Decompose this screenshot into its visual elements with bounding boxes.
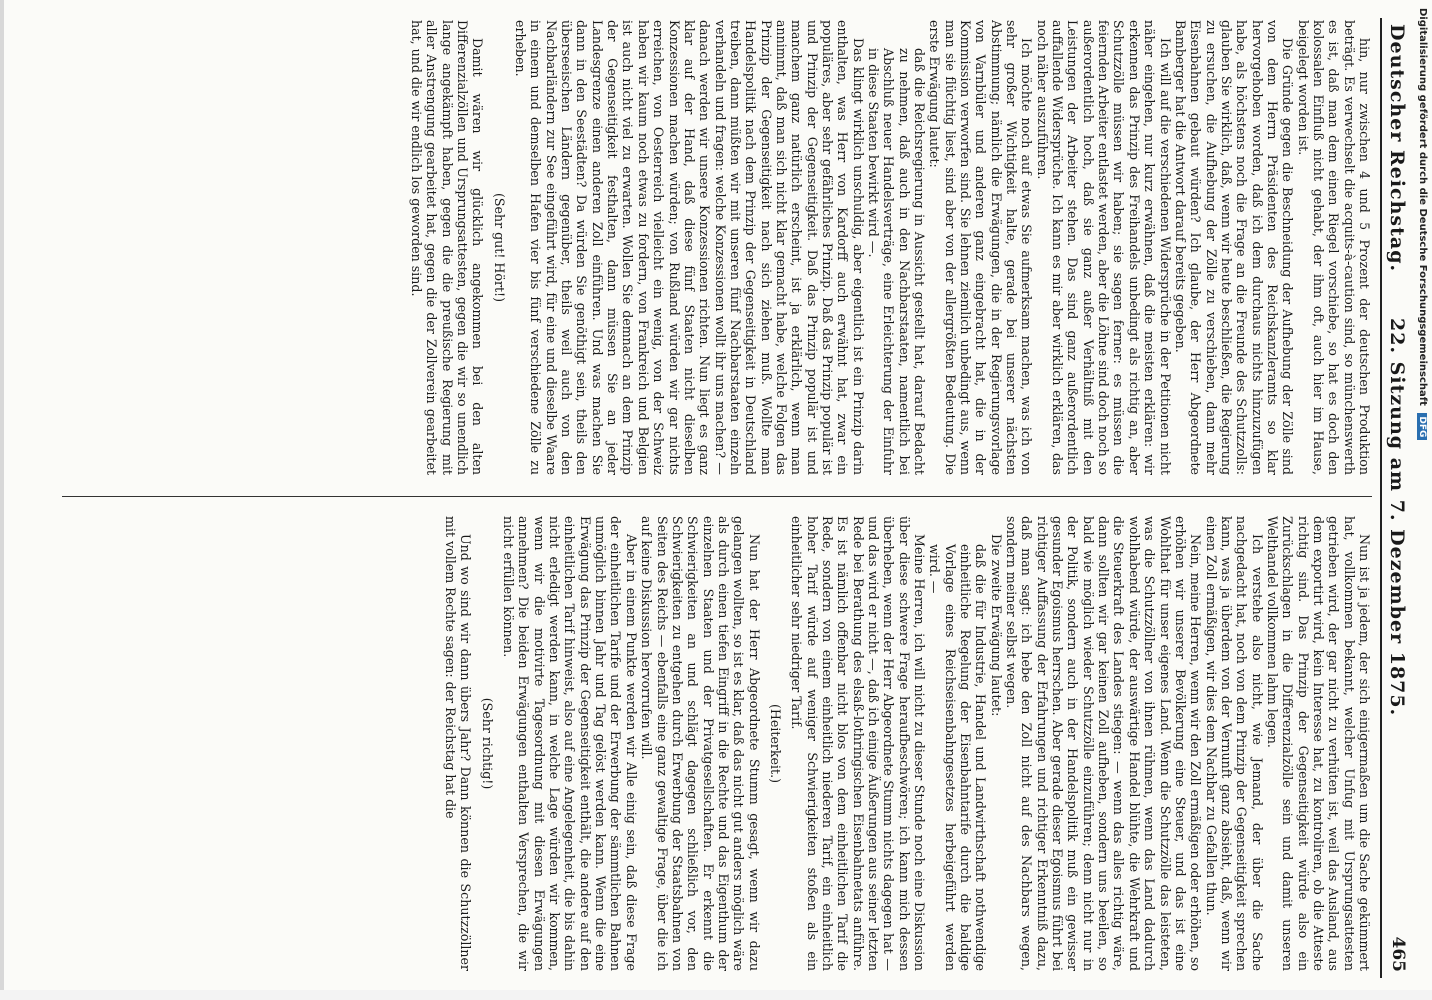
interjection-text: (Sehr richtig!) [479, 697, 495, 790]
paragraph: Nun ist ja jedem, der sich einigermaßen um die Sache gekümmert hat, vollkommen bekannt, welcher Unfug mit Ursprungsattesten getrieben wird, der gar nicht zu verhüten ist, weil das Ausland, aus dem exportirt wird, kein Interesse hat, zu kontroliren, ob die Atteste richtig sind. Das Prinzip der Gegenseitigkeit würde also ein Zurückschlagen in die Differenzialzölle sein und damit unseren Welthandel vollkommen lahm legen. [1264, 516, 1372, 971]
paragraph: Ich verstehe also nicht, wie Jemand, der über die Sache nachgedacht hat, noch von dem Prinzip der Gegenseitigkeit sprechen kann, was ja überdem von der Vernunft ganz absieht, daß, wenn wir einen Zoll ermäßigen, wir dies dem Nachbar zu Gefallen thun. [1203, 516, 1265, 971]
paragraph: Meine Herren, ich will nicht zu dieser Stunde noch eine Diskussion über diese schwere Frage heraufbeschwören; ich kann mich dessen überheben, wenn der Herr Abgeordnete Stumm nichts dagegen hat — und das wird er nicht —, daß ich einige Äußerungen aus seiner letzten Rede bei Berathung des elsaß-lothringischen Eisenbahnetats anführe. Es ist nämlich offenbar nicht blos von dem einheitlichen Tarif die Rede, sondern von einem einheitlich niederen Tarif, ein einheitlich hoher Tarif würde auf weniger Schwierigkeiten stoßen als ein einheitlicher sehr niedriger Tarif. [789, 516, 928, 971]
paragraph: Aber in einem Punkte werden wir Alle einig sein, daß diese Frage der einheitlichen Tarife und der Erwerbung der sämmtlichen Bahnen unmöglich binnen Jahr und Tag gelöst werden kann. Wenn die eine Erwägung das Prinzip der Gegenseitigkeit enthält, die andere auf den einheitlichen Tarif hinweist, also auf eine Angelegenheit, die bis dahin nicht erledigt werden kann, in welche Lage würden wir kommen, wenn wir die motivirte Tagesordnung mit diesen Erwägungen annehmen? Die beiden Erwägungen enthalten Versprechen, die wir nicht erfüllen können. [501, 516, 639, 971]
digitization-credit [1410, 8, 1430, 988]
paragraph: Nun hat der Herr Abgeordnete Stumm gesagt, wenn wir dazu gelangen wollten, so ist es klar, daß das nicht gut anders möglich wäre als durch einen tiefen Eingriff in die Rechte und das Eigenthum der einzelnen Staaten und der Privatgesellschaften. Er erkennt die Schwierigkeiten an und schlägt dagegen schließlich vor, den Schwierigkeiten zu entgehen durch Erwerbung der Staatsbahnen von Seiten des Reichs — ebenfalls eine ganz gewaltige Frage, über die ich auf keine Diskussion hervorrufen will. [639, 516, 762, 971]
paragraph: Die zweite Erwägung lautet: [988, 534, 1004, 717]
paragraph: Die Gründe gegen die Beschneidung der Aufhebung der Zölle sind von dem Herrn Präsidenten des Reichskanzleramts so klar hervorgehoben worden, daß ich dem durchaus nichts hinzuzufügen habe, als höchstens noch die Frage an die Freunde des Schutzzolls: glauben Sie wirklich, daß, wenn wir heute beschließen, die Regierung zu ersuchen, die Aufhebung der Zölle zu verschieben, dann mehr Eisenbahnen gebaut würden? Ich glaube, der Herr Abgeordnete Bamberger hat die Antwort darauf bereits gegeben. [1172, 20, 1296, 475]
paragraph: Nein, meine Herren, wenn wir den Zoll ermäßigen oder erhöhen, so erhöhen wir unserer Bevölkerung eine Steuer, und das ist eine Wohlthat für unser eigenes Land. Wenn die Schutzzölle das leisteten, was die Schutzzöllner von ihnen rühmen, wenn das Land dadurch wohlhabend würde, der auswärtige Handel blühte, die Wehrkraft und die Steuerkraft des Landes stiegen: — wenn das alles richtig wäre, dann sollten wir gar keinen Zoll aufheben, sondern uns beeilen, so bald wie möglich wieder Schutzzölle einzuführen; denn nicht nur in der Politik, sondern auch in der Handelspolitik muß ein gewisser gesunder Egoismus herrschen. Aber gerade dieser Egoismus führt bei richtiger Auffassung der Erfahrungen und richtiger Erkenntniß dazu, daß man sagt: ich hebe den Zoll nicht auf des Nachbars wegen, sondern meiner selbst wegen. [1004, 516, 1204, 971]
paragraph: Das klingt wirklich unschuldig, aber eigentlich ist ein Prinzip darin enthalten, was Herr von Kardorff auch erwähnt hat, zwar ein populäres, aber sehr gefährliches Prinzip. Daß das Prinzip populär ist und Prinzip der Gegenseitigkeit. Daß das Prinzip populär ist und manchem ganz natürlich erscheint, ist ja erklärlich, wenn man annimmt, daß man sich nicht klar gemacht habe, welche Folgen das Prinzip der Gegenseitigkeit nach sich ziehen muß. Wollte man Handelspolitik nach dem Prinzip der Gegenseitigkeit in Deutschland treiben, dann müßten wir mit unseren fünf Nachbarstaaten einzeln verhandeln und fragen: welche Konzessionen wollt ihr uns machen? — danach werden wir unsere Konzessionen richten. Nun liegt es ganz klar auf der Hand, daß diese fünf Staaten nicht dieselben Konzessionen machen würden; von Rußland würden wir gar nichts erreichen, von Oesterreich vielleicht ein wenig, von der Schweiz haben wir kaum noch etwas zu fordern, von Frankreich und Belgien ist auch nicht viel zu erwarten. Wollen Sie demnach an dem Prinzip der Gegenseitigkeit festhalten, dann müssen Sie an jeder Landesgrenze einen anderen Zoll einführen. Und was machen Sie dann in den Seestädten? Da würden Sie genöthigt sein, theils den überseeischen Ländern gegenüber, theils weil auch von den Nachbarländern zur See eingeführt wird, für eine und dieselbe Waare in einem und demselben Hafen vier bis fünf verschiedene Zölle zu erheben. [513, 20, 866, 475]
digitization-credit-text [1417, 8, 1428, 440]
scan-left-edge [0, 0, 4, 1000]
dfg-badge: DFG [1417, 413, 1427, 440]
page-header [1380, 18, 1412, 978]
rotated-newspaper-page [22, 18, 1412, 978]
interjection-text: (Heiterkeit.) [767, 704, 783, 783]
digitization-note: Digitalisierung gefördert durch die Deutsche Forschungsgemeinschaft [1417, 8, 1428, 406]
column-divider [62, 496, 1372, 497]
paragraph: Ich will auf die verschiedenen Widersprüche in der Petitionen nicht näher eingehen, nur kurz erwähnen, daß die meisten erklären: wir erkennen das Prinzip des Freihandels unbedingt als richtig an, aber Schutzzölle müssen wir haben; sie sagen ferner: es müssen die feiernden Arbeiter entlastet werden, aber die Löhne sind doch noch so außerordentlich hoch, daß sie ganz außer Verhältniß mit den Leistungen der Arbeiter stehen. Das sind ganz außerordentlich auffallende Widersprüche. Ich kann es mir aber wirklich erklären, das noch näher auszuführen. [1034, 20, 1173, 475]
header-publication-title: Deutscher Reichstag. [1386, 24, 1408, 273]
header-session-date: 22. Sitzung am 7. Dezember 1875. [1386, 318, 1408, 717]
paragraph: Damit wären wir glücklich angekommen bei den alten Differenzialzöllen und Ursprungsattesten, gegen die wir so unendlich lange angekämpft haben, gegen die die preußische Regierung mit aller Anstrengung gearbeitet hat, gegen die der Zollverein gearbeitet hat, und die wir endlich los geworden sind. [409, 20, 486, 475]
text-column-left [42, 20, 1372, 475]
header-page-number: 465 [1388, 936, 1408, 972]
paragraph: Und wo sind wir dann übers Jahr? Dann können die Schutzzöllner mit vollem Rechte sagen: der Reichstag hat die [443, 516, 474, 971]
scan-bottom-edge [0, 990, 1432, 1000]
text-column-right [42, 516, 1372, 971]
interjection-text: (Sehr gut! Hört!) [491, 192, 507, 303]
paragraph: Ich möchte noch auf etwas Sie aufmerksam machen, was ich von sehr großer Wichtigkeit halte, gerade bei unserer nächsten Abstimmung; nämlich die Erwägungen, die in der Regierungsvorlage von Varnbüler und anderen ganz eingebracht hat, die in der Kommission verworfen sind. Sie lehnen ziemlich unbedingt aus, wenn man sie flüchtig liest, sind aber von der allergrößten Bedeutung. Die erste Erwägung lautet: [927, 20, 1035, 475]
quoted-paragraph: daß die Reichsregierung in Aussicht gestellt hat, darauf Bedacht zu nehmen, daß auch in den Nachbarstaaten, namentlich bei Abschluß neuer Handelsverträge, eine Erleichterung der Einfuhr in diese Staaten bewirkt wird —. [866, 48, 928, 475]
quoted-paragraph: daß die für Industrie, Handel und Landwirthschaft nothwendige einheitliche Regelung der Eisenbahntarife durch die baldige Vorlage eines Reichseisenbahngesetzes herbeigeführt werden wird. — [927, 544, 989, 971]
paragraph: hin, nur zwischen 4 und 5 Prozent der deutschen Produktion beträgt. Es verwechselt die acquits-à-caution sind, so münchenswerth es ist, daß man dem einen Riegel vorschiebe, so hat es doch den kolossalen Einfluß nicht gehabt, der ihm oft, auch hier im Hause, beigelegt worden ist. [1295, 20, 1372, 475]
